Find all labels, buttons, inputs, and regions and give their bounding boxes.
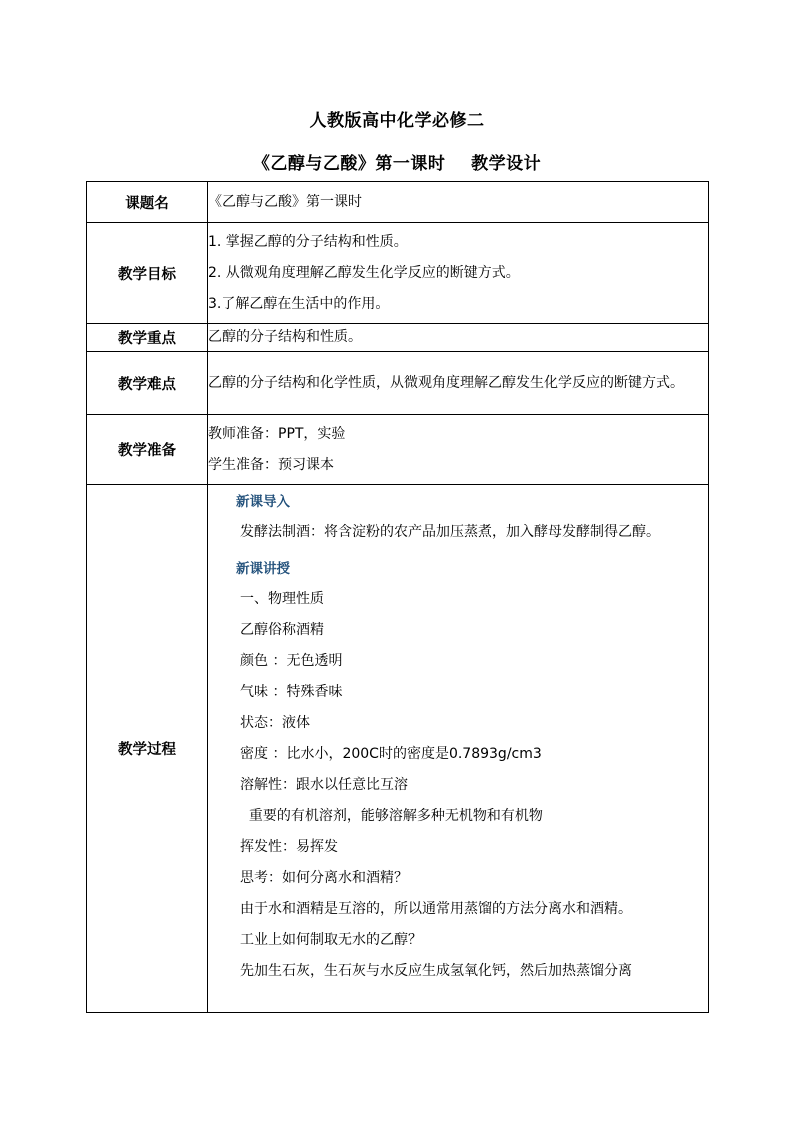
- process-line: 气味 ：特殊香味: [240, 684, 343, 700]
- process-line: 一、物理性质: [240, 591, 324, 607]
- row-label-difficulty: 教学难点: [87, 352, 208, 415]
- focus-text: 乙醇的分子结构和性质。: [208, 329, 362, 345]
- row-label-topic: 课题名: [87, 182, 208, 223]
- document-subtitle: 《乙醇与乙酸》第一课时 教学设计: [252, 154, 542, 174]
- table-row-goals: [87, 223, 709, 324]
- process-line: 乙醇俗称酒精: [240, 622, 324, 638]
- process-line: 溶解性：跟水以任意比互溶: [240, 777, 408, 793]
- table-row-process: [87, 485, 709, 1013]
- process-line: 先加生石灰，生石灰与水反应生成氢氧化钙，然后加热蒸馏分离: [240, 963, 632, 979]
- table-row-focus: [87, 324, 709, 352]
- row-value-goals: [208, 223, 709, 324]
- row-value-prep: [208, 415, 709, 485]
- row-value-difficulty: [208, 352, 709, 415]
- intro-paragraph: 发酵法制酒：将含淀粉的农产品加压蒸煮，加入酵母发酵制得乙醇。: [240, 524, 660, 540]
- goal-item: 1. 掌握乙醇的分子结构和性质。: [208, 233, 408, 250]
- prep-item: 学生准备：预习课本: [208, 456, 334, 473]
- process-line: 工业上如何制取无水的乙醇？: [240, 932, 422, 948]
- goal-item: 3.了解乙醇在生活中的作用。: [208, 295, 390, 312]
- process-line: 密度 ：比水小，200C时的密度是0.7893g/cm3: [240, 746, 542, 762]
- process-line: 状态：液体: [240, 715, 310, 731]
- process-line: 思考：如何分离水和酒精？: [240, 870, 408, 886]
- section-heading-intro: 新课导入: [236, 494, 290, 510]
- lesson-plan-table: [86, 181, 709, 1013]
- row-label-process: 教学过程: [87, 485, 208, 1013]
- row-label-focus: 教学重点: [87, 324, 208, 352]
- table-row-difficulty: [87, 352, 709, 415]
- topic-text: 《乙醇与乙酸》第一课时: [208, 193, 362, 210]
- process-line: 颜色 ：无色透明: [240, 653, 343, 669]
- process-line: 重要的有机溶剂，能够溶解多种无机物和有机物: [240, 808, 543, 824]
- process-line: 由于水和酒精是互溶的，所以通常用蒸馏的方法分离水和酒精。: [240, 901, 632, 917]
- difficulty-text: 乙醇的分子结构和化学性质，从微观角度理解乙醇发生化学反应的断键方式。: [208, 374, 684, 391]
- goal-item: 2. 从微观角度理解乙醇发生化学反应的断键方式。: [208, 264, 520, 281]
- section-heading-lecture: 新课讲授: [236, 561, 290, 577]
- prep-item: 教师准备：PPT，实验: [208, 425, 346, 442]
- table-row-topic: [87, 182, 709, 223]
- document-title: 人教版高中化学必修二: [309, 111, 485, 131]
- row-value-topic: [208, 182, 709, 223]
- row-value-process: [208, 485, 709, 1013]
- row-label-goals: 教学目标: [87, 223, 208, 324]
- row-value-focus: [208, 324, 709, 352]
- process-line: 挥发性：易挥发: [240, 839, 338, 855]
- table-row-prep: [87, 415, 709, 485]
- row-label-prep: 教学准备: [87, 415, 208, 485]
